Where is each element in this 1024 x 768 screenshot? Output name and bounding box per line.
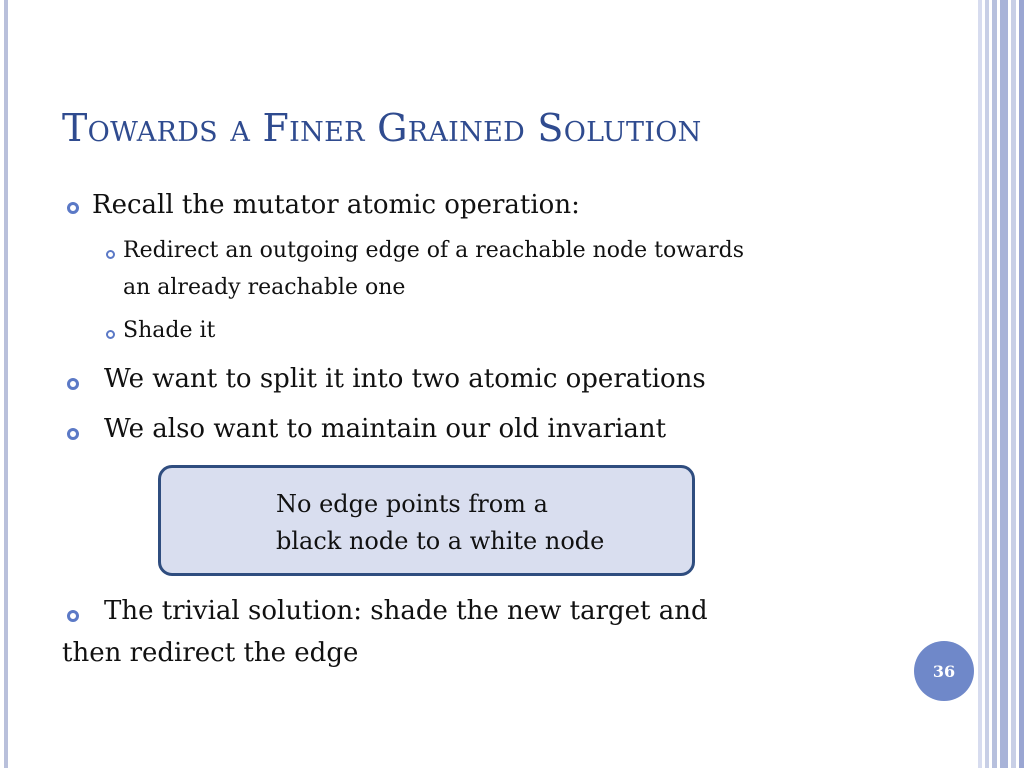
slide-number-badge (914, 641, 974, 701)
sub-bullet-text-continued: an already reachable one (123, 275, 406, 300)
bullet-icon (67, 610, 79, 622)
stripe (985, 0, 989, 768)
slide-number: 36 (932, 661, 956, 681)
sub-bullet-text: Redirect an outgoing edge of a reachable node towards (123, 238, 745, 263)
sub-bullet-icon (106, 330, 115, 339)
left-border-line (4, 0, 8, 768)
callout-line-1: No edge points from a (276, 490, 548, 518)
stripe (978, 0, 982, 768)
sub-bullet-icon (106, 250, 115, 259)
bullet-text-continued: then redirect the edge (62, 638, 359, 668)
slide-title: Towards a Finer Grained Solution (62, 106, 702, 150)
callout-line-2: black node to a white node (276, 527, 605, 555)
bullet-text: We want to split it into two atomic operations (104, 364, 706, 394)
stripe (1019, 0, 1024, 768)
invariant-callout (158, 465, 695, 576)
bullet-text: We also want to maintain our old invariant (104, 414, 667, 444)
bullet-icon (67, 378, 79, 390)
sub-bullet-text: Shade it (123, 318, 216, 343)
stripe (992, 0, 998, 768)
bullet-icon (67, 428, 79, 440)
right-decorative-stripes (978, 0, 1024, 768)
bullet-text: The trivial solution: shade the new target and (104, 596, 708, 626)
bullet-icon (67, 202, 79, 214)
stripe (1011, 0, 1017, 768)
bullet-text: Recall the mutator atomic operation: (92, 190, 580, 220)
stripe (1000, 0, 1008, 768)
